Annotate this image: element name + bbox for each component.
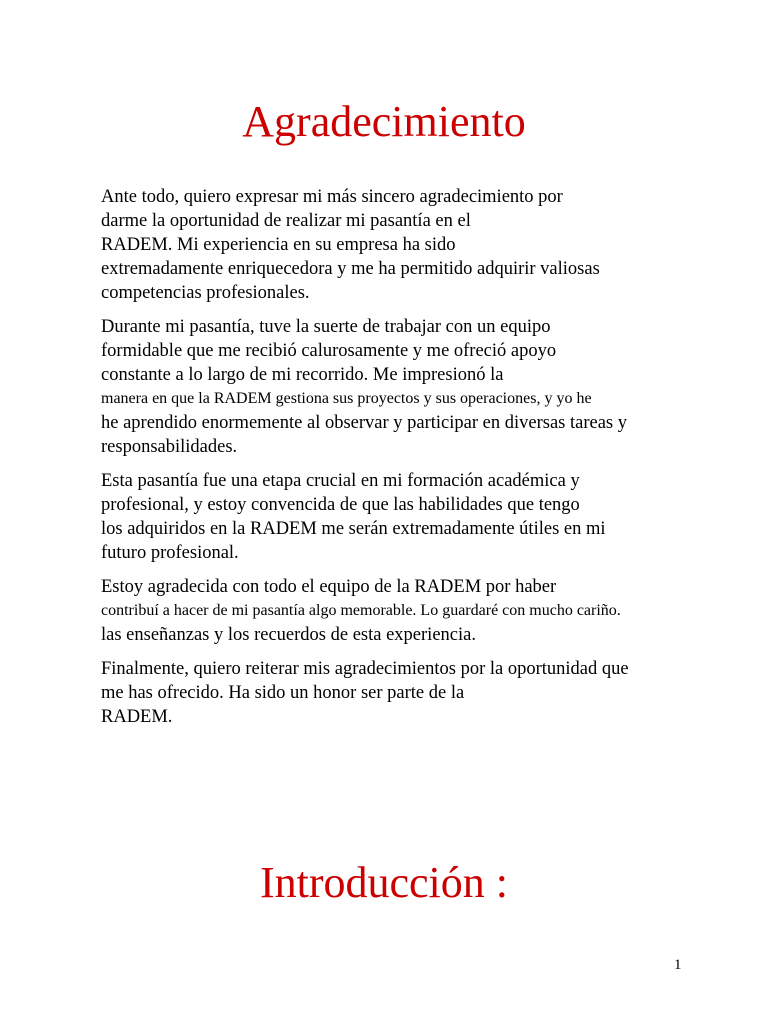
text-line: manera en que la RADEM gestiona sus proyectos y sus operaciones, y yo he xyxy=(101,390,592,407)
paragraph xyxy=(101,185,721,305)
text-line: Estoy agradecida con todo el equipo de la RADEM por haber xyxy=(101,577,557,597)
text-line: constante a lo largo de mi recorrido. Me impresionó la xyxy=(101,365,504,385)
text-line: darme la oportunidad de realizar mi pasantía en el xyxy=(101,211,471,231)
text-line: responsabilidades. xyxy=(101,437,238,457)
paragraph xyxy=(101,657,721,729)
text-line: RADEM. Mi experiencia en su empresa ha sido xyxy=(101,235,456,255)
page-number: 1 xyxy=(674,957,682,973)
page-title: Agradecimiento xyxy=(242,97,526,146)
text-line: Esta pasantía fue una etapa crucial en mi formación académica y xyxy=(101,471,580,491)
text-line: Finalmente, quiero reiterar mis agradecimientos por la oportunidad que xyxy=(101,659,629,679)
paragraph xyxy=(101,315,721,459)
text-line: contribuí a hacer de mi pasantía algo memorable. Lo guardaré con mucho cariño. xyxy=(101,602,621,619)
text-line: me has ofrecido. Ha sido un honor ser parte de la xyxy=(101,683,465,703)
text-line: las enseñanzas y los recuerdos de esta experiencia. xyxy=(101,625,476,645)
text-line: profesional, y estoy convencida de que las habilidades que tengo xyxy=(101,495,580,515)
paragraph xyxy=(101,469,721,565)
body-text xyxy=(101,185,721,739)
text-line: he aprendido enormemente al observar y participar en diversas tareas y xyxy=(101,413,627,433)
text-line: competencias profesionales. xyxy=(101,283,310,303)
text-line: futuro profesional. xyxy=(101,543,239,563)
text-line: extremadamente enriquecedora y me ha permitido adquirir valiosas xyxy=(101,259,600,279)
text-line: formidable que me recibió calurosamente y me ofreció apoyo xyxy=(101,341,557,361)
text-line: Durante mi pasantía, tuve la suerte de trabajar con un equipo xyxy=(101,317,551,337)
text-line: RADEM. xyxy=(101,707,173,727)
text-line: los adquiridos en la RADEM me serán extremadamente útiles en mi xyxy=(101,519,606,539)
section-heading-introduccion: Introducción : xyxy=(259,858,509,907)
text-line: Ante todo, quiero expresar mi más sincero agradecimiento por xyxy=(101,187,563,207)
paragraph xyxy=(101,575,721,647)
